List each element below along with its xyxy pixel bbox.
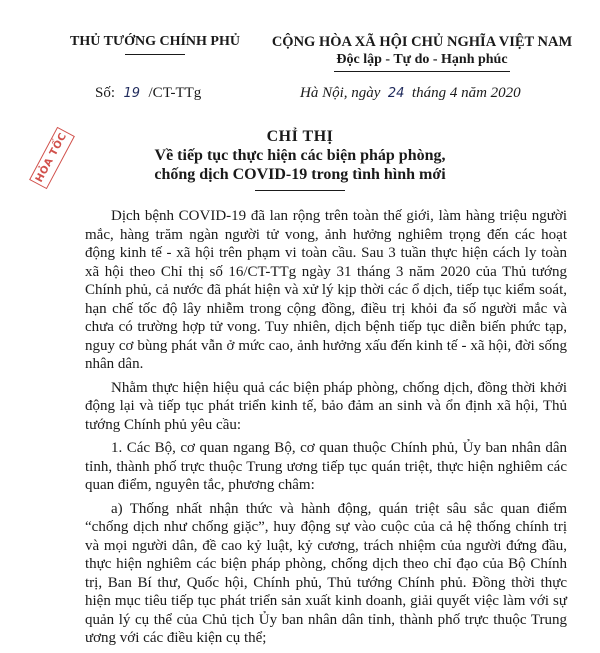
nation-name: CỘNG HÒA XÃ HỘI CHỦ NGHĨA VIỆT NAM — [271, 34, 573, 50]
subject-underline — [255, 190, 345, 191]
issuer-underline — [125, 54, 185, 55]
number-prefix: Số: — [95, 85, 116, 101]
date-prefix: Hà Nội, ngày — [300, 85, 381, 101]
handwritten-number: 19 — [123, 86, 141, 101]
urgent-stamp: HỎA TỐC — [29, 127, 75, 189]
paragraph-item-1: 1. Các Bộ, cơ quan ngang Bộ, cơ quan thuộc Chính phủ, Ủy ban nhân dân tỉnh, thành phố trực thuộc Trung ương tiếp tục quán triệt, thực hiện nghiêm các quan điểm, nguyên tắc, phương châm: — [85, 440, 567, 493]
document-body — [85, 207, 567, 653]
number-suffix: /CT-TTg — [148, 85, 202, 101]
paragraph-request: Nhằm thực hiện hiệu quả các biện pháp phòng, chống dịch, đồng thời khởi động lại và tiếp tục phát triển kinh tế, bảo đảm an sinh và ổn định xã hội, Thủ tướng Chính phủ yêu cầu: — [85, 379, 567, 433]
issuer-block — [60, 34, 250, 55]
motto-underline — [334, 71, 510, 72]
date-suffix: tháng 4 năm 2020 — [411, 85, 521, 101]
paragraph-item-1a: a) Thống nhất nhận thức và hành động, quán triệt sâu sắc quan điểm “chống dịch như chống giặc”, huy động sự vào cuộc của cả hệ thống chính trị và mọi người dân, đề cao kỷ luật, kỷ cương, trách nhiệm của người đứng đầu, thực hiện nghiêm các biện pháp phòng, chống dịch theo chỉ đạo của Bộ Chính trị, Ban Bí thư, Quốc hội, Chính phủ, Thủ tướng Chính phủ. Đồng thời thực hiện mục tiêu tiếp tục phát triển sản xuất kinh doanh, giải quyết việc làm với sự quản lý cụ thể của Chủ tịch Ủy ban nhân dân tỉnh, thành phố trực thuộc Trung ương với các điều kiện cụ thể; — [85, 500, 567, 646]
issuer-name: THỦ TƯỚNG CHÍNH PHỦ — [70, 34, 240, 49]
subject-line-1: Về tiếp tục thực hiện các biện pháp phòng, — [154, 147, 446, 164]
date-line — [300, 85, 521, 102]
national-header — [262, 34, 582, 72]
paragraph-intro: Dịch bệnh COVID-19 đã lan rộng trên toàn thế giới, làm hàng triệu người mắc, hàng trăm ngàn người tử vong, ảnh hưởng nghiêm trọng đến các hoạt động kinh tế - xã hội trên phạm vi toàn cầu. Sau 3 tuần thực hiện cách ly toàn xã hội theo Chỉ thị số 16/CT-TTg ngày 31 tháng 3 năm 2020 của Thủ tướng Chính phủ, cả nước đã phát hiện và xử lý kịp thời các ổ dịch, tiếp tục kiểm soát, hạn chế tốc độ lây nhiễm trong cộng đồng, điều trị khỏi đa số người mắc và chưa có trường hợp tử vong. Tuy nhiên, dịch bệnh tiếp tục diễn biến phức tạp, nguy cơ bùng phát vẫn ở mức cao, ảnh hưởng xấu đến kinh tế - xã hội, đời sống nhân dân. — [85, 208, 567, 372]
document-number — [95, 85, 201, 102]
handwritten-day: 24 — [387, 86, 405, 101]
subject-line-2: chống dịch COVID-19 trong tình hình mới — [154, 166, 446, 183]
document-subject — [0, 146, 600, 191]
document-type-title: CHỈ THỊ — [266, 128, 334, 145]
motto: Độc lập - Tự do - Hạnh phúc — [336, 52, 508, 67]
